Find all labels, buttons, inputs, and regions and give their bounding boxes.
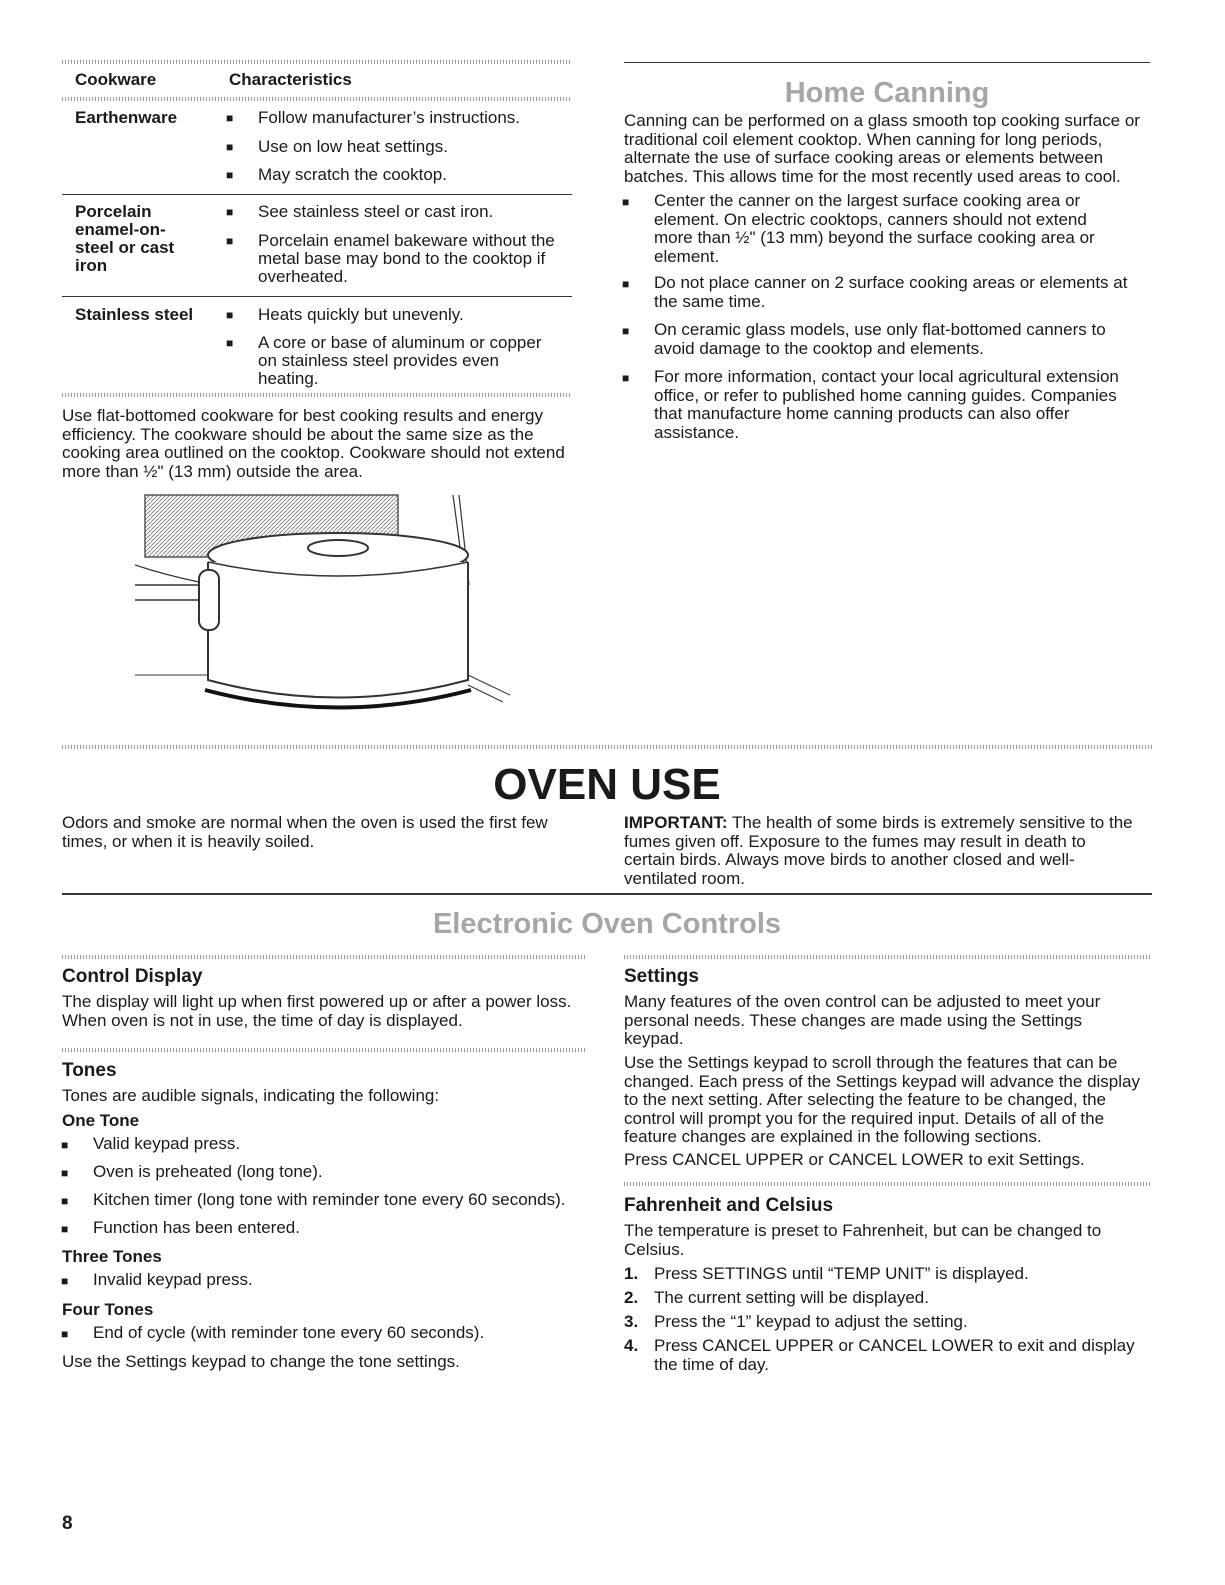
step-item bbox=[624, 1312, 1149, 1332]
list-item: ■ A core or base of aluminum or copper on stainless steel provides even heating. bbox=[258, 334, 558, 388]
list-item: ■ Oven is preheated (long tone). bbox=[93, 1163, 323, 1182]
table-row-divider bbox=[62, 296, 572, 297]
table-top-rule bbox=[62, 60, 572, 64]
home-canning-intro: Canning can be performed on a glass smooth top cooking surface or traditional coil element cooktop. When canning for long periods, alternate the use of surface cooking areas or elements between batches. This allows time for the most recently used areas to cool. bbox=[624, 111, 1140, 186]
step-text: The current setting will be displayed. bbox=[654, 1288, 929, 1307]
step-number: 2. bbox=[624, 1288, 639, 1307]
list-item: ■ See stainless steel or cast iron. bbox=[258, 203, 558, 221]
cookware-porcelain: Porcelain enamel-on-steel or cast iron bbox=[75, 202, 175, 275]
electronic-title: Electronic Oven Controls bbox=[432, 908, 782, 940]
settings-rule bbox=[624, 955, 1152, 959]
column-header-cookware: Cookware bbox=[75, 70, 157, 89]
step-number: 4. bbox=[624, 1336, 639, 1355]
oven-use-rule bbox=[62, 745, 1152, 749]
step-item bbox=[624, 1264, 1149, 1284]
electronic-top-rule bbox=[62, 893, 1152, 895]
settings-p2: Use the Settings keypad to scroll through the features that can be changed. Each press of the Settings keypad will advance the display to the next setting. After selecting the feature to be changed, the control will prompt you for the required input. Details of all of the feature changes are explained in the following sections. bbox=[624, 1053, 1140, 1146]
list-item: ■ Do not place canner on 2 surface cooking areas or elements at the same time. bbox=[654, 274, 1149, 311]
step-item bbox=[624, 1336, 1149, 1374]
column-header-characteristics: Characteristics bbox=[229, 70, 352, 89]
list-item: ■ May scratch the cooktop. bbox=[258, 166, 558, 184]
important-text: The health of some birds is extremely sensitive to the fumes given off. Exposure to the fumes may result in death to certain birds. Always move birds to another closed and well-ventilated room. bbox=[624, 813, 1133, 888]
oven-use-title: OVEN USE bbox=[493, 760, 721, 809]
control-display-rule bbox=[62, 955, 587, 959]
step-item bbox=[624, 1288, 1149, 1308]
step-text: Press CANCEL UPPER or CANCEL LOWER to exit and display the time of day. bbox=[654, 1336, 1135, 1374]
fahrenheit-rule bbox=[624, 1182, 1152, 1186]
settings-p3: Press CANCEL UPPER or CANCEL LOWER to exit Settings. bbox=[624, 1150, 1085, 1169]
list-item: ■ Valid keypad press. bbox=[93, 1135, 240, 1154]
page-number: 8 bbox=[62, 1513, 73, 1534]
step-text: Press SETTINGS until “TEMP UNIT” is displayed. bbox=[654, 1264, 1029, 1283]
cookware-earthenware: Earthenware bbox=[75, 108, 178, 127]
cookware-stainless-steel: Stainless steel bbox=[75, 305, 194, 324]
settings-p1: Many features of the oven control can be adjusted to meet your personal needs. These changes are made using the Settings keypad. bbox=[624, 992, 1101, 1048]
step-number: 3. bbox=[624, 1312, 639, 1331]
list-item: ■ End of cycle (with reminder tone every 60 seconds). bbox=[93, 1324, 484, 1343]
home-canning-top-rule bbox=[624, 62, 1150, 63]
step-number: 1. bbox=[624, 1264, 639, 1283]
control-display-title: Control Display bbox=[62, 966, 203, 987]
tones-footer: Use the Settings keypad to change the tone settings. bbox=[62, 1352, 460, 1371]
four-tones-title: Four Tones bbox=[62, 1300, 154, 1319]
tones-rule bbox=[62, 1048, 587, 1052]
list-item: ■ Center the canner on the largest surface cooking area or element. On electric cooktops, canners should not extend more than ½" (13 mm) beyond the surface cooking area or element. bbox=[654, 192, 1124, 266]
table-header-rule bbox=[62, 97, 572, 101]
important-label: IMPORTANT: bbox=[624, 813, 728, 832]
list-item: ■ Kitchen timer (long tone with reminder tone every 60 seconds). bbox=[93, 1191, 565, 1210]
table-bottom-rule bbox=[62, 393, 572, 397]
step-text: Press the “1” keypad to adjust the setting. bbox=[654, 1312, 968, 1331]
tones-title: Tones bbox=[62, 1060, 117, 1081]
list-item: ■ Invalid keypad press. bbox=[93, 1271, 253, 1290]
list-item: ■ Heats quickly but unevenly. bbox=[258, 306, 558, 324]
list-item: ■ Porcelain enamel bakeware without the metal base may bond to the cooktop if overheated. bbox=[258, 232, 558, 286]
home-canning-title: Home Canning bbox=[784, 77, 990, 109]
tones-intro: Tones are audible signals, indicating the following: bbox=[62, 1086, 440, 1105]
list-item: ■ Use on low heat settings. bbox=[258, 138, 558, 156]
list-item: ■ On ceramic glass models, use only flat-bottomed canners to avoid damage to the cooktop and elements. bbox=[654, 321, 1134, 358]
cookware-note: Use flat-bottomed cookware for best cooking results and energy efficiency. The cookware should be about the same size as the cooking area outlined on the cooktop. Cookware should not extend more than ½" (13 mm) outside the area. bbox=[62, 406, 565, 481]
settings-title: Settings bbox=[624, 966, 699, 987]
one-tone-title: One Tone bbox=[62, 1111, 140, 1130]
table-row-divider bbox=[62, 194, 572, 195]
pot-illustration bbox=[135, 490, 515, 720]
list-item: ■ Function has been entered. bbox=[93, 1219, 300, 1238]
oven-use-important bbox=[624, 814, 1134, 888]
oven-use-left-text: Odors and smoke are normal when the oven is used the first few times, or when it is heavily soiled. bbox=[62, 813, 548, 851]
list-item: ■ Follow manufacturer’s instructions. bbox=[258, 109, 558, 127]
fahrenheit-title: Fahrenheit and Celsius bbox=[624, 1195, 834, 1216]
list-item: ■ For more information, contact your local agricultural extension office, or refer to published home canning guides. Companies that manufacture home canning products can also offer assistance. bbox=[654, 368, 1149, 442]
three-tones-title: Three Tones bbox=[62, 1247, 162, 1266]
control-display-text: The display will light up when first powered up or after a power loss. When oven is not in use, the time of day is displayed. bbox=[62, 992, 572, 1030]
fahrenheit-intro: The temperature is preset to Fahrenheit, but can be changed to Celsius. bbox=[624, 1221, 1102, 1259]
